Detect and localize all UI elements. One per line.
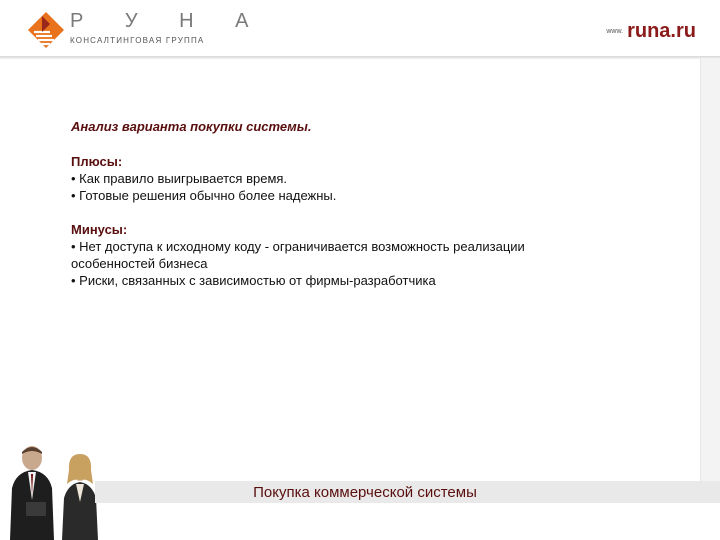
list-item: • Нет доступа к исходному коду - ограничивается возможность реализации особенностей бизнеса: [71, 239, 525, 271]
site-link[interactable]: [606, 20, 696, 43]
cons-section: [71, 221, 591, 289]
runa-logo-icon: [26, 10, 66, 50]
site-www: www.: [606, 28, 624, 35]
site-domain: runa.ru: [627, 20, 696, 42]
brand-subtitle: КОНСАЛТИНГОВАЯ ГРУППА: [70, 36, 205, 45]
header-divider: [0, 56, 720, 59]
slide-content: [71, 118, 591, 306]
brand-name: Р У Н А: [70, 10, 267, 32]
right-side-strip: [700, 58, 720, 484]
cons-heading: Минусы:: [71, 222, 128, 237]
pros-heading: Плюсы:: [71, 154, 123, 169]
header: [0, 0, 720, 56]
list-item: • Как правило выигрывается время.: [71, 171, 288, 186]
list-item: • Готовые решения обычно более надежны.: [71, 188, 337, 203]
slide-title: Анализ варианта покупки системы.: [71, 119, 312, 134]
pros-section: [71, 153, 591, 204]
footer-caption: Покупка коммерческой системы: [253, 484, 477, 501]
list-item: • Риски, связанных с зависимостью от фирмы-разработчика: [71, 273, 436, 288]
